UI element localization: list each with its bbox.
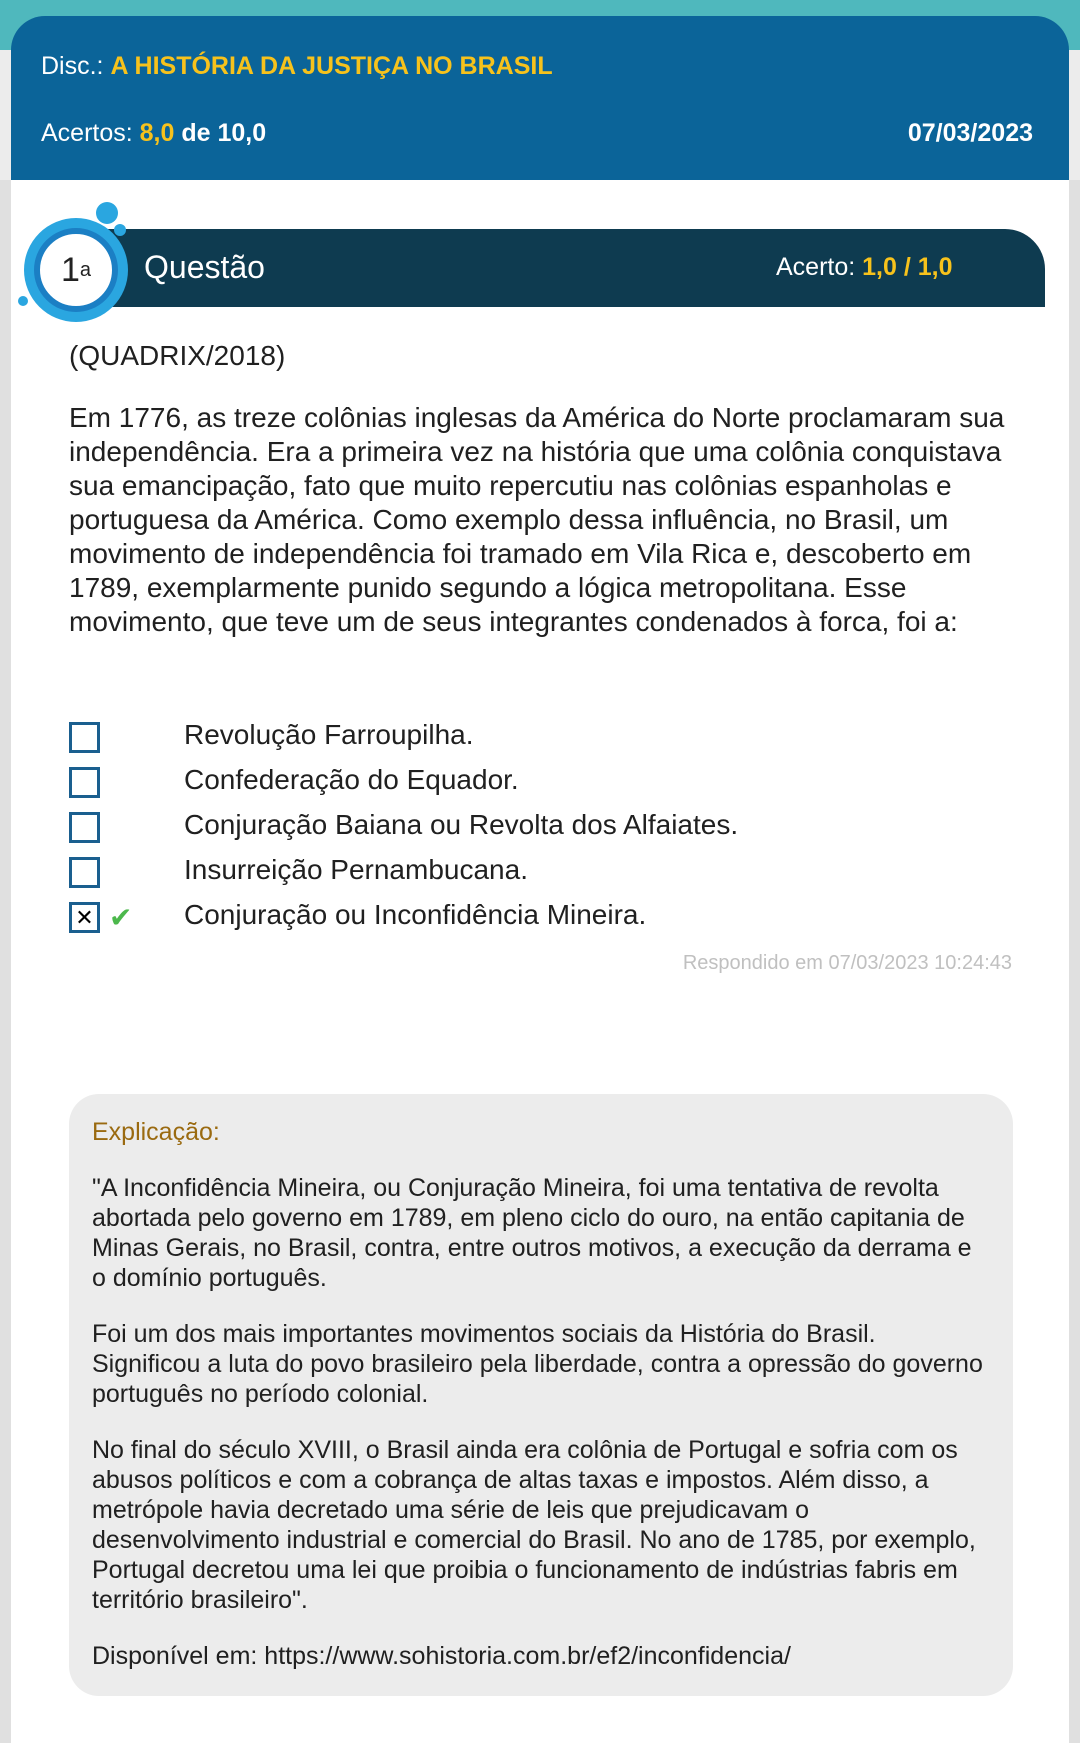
explanation-box bbox=[69, 1094, 1013, 1696]
discipline-name: A HISTÓRIA DA JUSTIÇA NO BRASIL bbox=[110, 52, 553, 80]
discipline-label: Disc.: bbox=[41, 52, 104, 80]
left-border bbox=[0, 180, 11, 1743]
option-checkbox[interactable] bbox=[69, 812, 100, 843]
badge-bubble bbox=[96, 202, 118, 224]
question-number bbox=[34, 228, 118, 312]
question-number-suffix: a bbox=[79, 258, 92, 281]
explanation-paragraph: No final do século XVIII, o Brasil ainda era colônia de Portugal e sofria com os abusos políticos e com a cobrança de altas taxas e impostos. Além disso, a metrópole havia decretado uma série de leis que prejudicavam o desenvolvimento industrial e comercial do Brasil. No ano de 1785, por exemplo, Portugal decretou uma lei que proibia o funcionamento de indústrias fabris em território brasileiro". bbox=[92, 1436, 976, 1614]
score-hits: 8,0 bbox=[139, 119, 175, 147]
option-a[interactable] bbox=[69, 715, 1009, 760]
question-score-value: 1,0 bbox=[862, 253, 897, 281]
score-total: de 10,0 bbox=[181, 119, 267, 147]
correct-check-icon: ✔ bbox=[109, 902, 133, 933]
option-label: Conjuração ou Inconfidência Mineira. bbox=[184, 899, 647, 930]
discipline-header bbox=[11, 16, 1069, 180]
option-label: Insurreição Pernambucana. bbox=[184, 854, 528, 885]
score-label: Acertos: bbox=[41, 119, 133, 147]
option-checkbox-checked[interactable] bbox=[69, 902, 100, 933]
answered-timestamp: Respondido em 07/03/2023 10:24:43 bbox=[682, 952, 1012, 974]
option-label: Revolução Farroupilha. bbox=[184, 719, 474, 750]
options-list bbox=[69, 715, 1009, 940]
exam-date: 07/03/2023 bbox=[907, 119, 1033, 147]
option-label: Confederação do Equador. bbox=[184, 764, 519, 795]
option-checkbox[interactable] bbox=[69, 857, 100, 888]
question-bar bbox=[100, 229, 1045, 307]
question-number-badge bbox=[14, 198, 144, 328]
question-title: Questão bbox=[144, 249, 265, 285]
question-score-max: 1,0 bbox=[917, 253, 953, 281]
question-score-label: Acerto: bbox=[776, 253, 856, 281]
right-border bbox=[1069, 180, 1080, 1743]
question-number-digit: 1 bbox=[60, 250, 80, 289]
question-score bbox=[776, 253, 953, 282]
x-mark-icon: ✕ bbox=[75, 904, 94, 930]
badge-bubble bbox=[114, 224, 126, 236]
option-c[interactable] bbox=[69, 805, 1009, 850]
badge-bubble bbox=[18, 296, 28, 306]
option-checkbox[interactable] bbox=[69, 767, 100, 798]
explanation-heading: Explicação: bbox=[92, 1118, 220, 1146]
option-d[interactable] bbox=[69, 850, 1009, 895]
explanation-source-link[interactable]: Disponível em: https://www.sohistoria.com.br/ef2/inconfidencia/ bbox=[92, 1642, 791, 1670]
explanation-paragraph: "A Inconfidência Mineira, ou Conjuração Mineira, foi uma tentativa de revolta abortada pelo governo em 1789, em pleno ciclo do ouro, na então capitania de Minas Gerais, no Brasil, contra, entre outros motivos, a execução da derrama e o domínio português. bbox=[92, 1174, 972, 1292]
score-line bbox=[41, 119, 266, 148]
question-source: (QUADRIX/2018) bbox=[69, 340, 286, 371]
explanation-paragraph: Foi um dos mais importantes movimentos sociais da História do Brasil. Significou a luta do povo brasileiro pela liberdade, contra a opressão do governo português no período colonial. bbox=[92, 1320, 983, 1408]
option-e[interactable] bbox=[69, 895, 1009, 940]
option-checkbox[interactable] bbox=[69, 722, 100, 753]
question-statement: Em 1776, as treze colônias inglesas da América do Norte proclamaram sua independência. Era a primeira vez na história que uma colônia conquistava sua emancipação, fato que muito repercutiu nas colônias espanholas e portuguesa da América. Como exemplo dessa influência, no Brasil, um movimento de independência foi tramado em Vila Rica e, descoberto em 1789, exemplarmente punido segundo a lógica metropolitana. Esse movimento, que teve um de seus integrantes condenados à forca, foi a: bbox=[69, 402, 1005, 637]
option-b[interactable] bbox=[69, 760, 1009, 805]
discipline-line bbox=[41, 52, 553, 81]
question-score-separator: / bbox=[903, 253, 918, 281]
option-label: Conjuração Baiana ou Revolta dos Alfaiates. bbox=[184, 809, 739, 840]
